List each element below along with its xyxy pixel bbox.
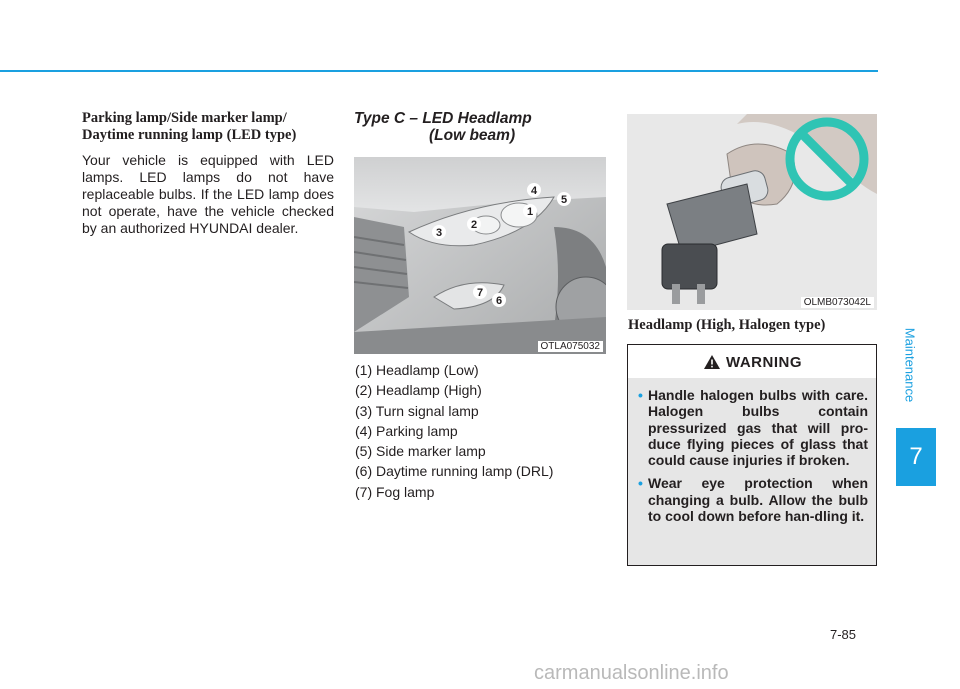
section-label: Maintenance [902, 327, 918, 403]
warning-item: • Wear eye protection when changing a bulb. Allow the bulb to cool down before han-dling it. [638, 475, 868, 524]
list-item: (1) Headlamp (Low) [355, 362, 479, 378]
headlamp-figure [354, 157, 606, 354]
led-type-body: Your vehicle is equipped with LED lamps. LED lamps do not have replaceable bulbs. If the LED lamp does not operate, have the vehicle checked by an authorized HYUNDAI dealer. [82, 152, 334, 236]
warning-item: • Handle halogen bulbs with care. Halogen bulbs contain pressurized gas that will pro-duce flying pieces of glass that could cause injuries if broken. [638, 387, 868, 468]
halogen-bulb-illustration [627, 114, 877, 310]
led-type-section [82, 110, 334, 251]
callout-2: 2 [470, 219, 478, 231]
callout-7: 7 [476, 287, 484, 299]
halogen-heading: Headlamp (High, Halogen type) [628, 317, 826, 333]
list-item: (7) Fog lamp [355, 483, 435, 500]
figure-code-olmb: OLMB073042L [801, 297, 874, 308]
warning-body [628, 378, 876, 565]
list-item: (6) Daytime running lamp (DRL) [355, 463, 554, 480]
chapter-badge: 7 [896, 428, 936, 486]
page-number: 7-85 [830, 627, 857, 642]
warning-box [627, 344, 877, 566]
list-item: (4) Parking lamp [355, 422, 458, 439]
callout-3: 3 [435, 227, 443, 239]
warning-title: WARNING [726, 353, 802, 371]
callout-1: 1 [526, 206, 534, 218]
callout-6: 6 [495, 295, 503, 307]
section-tab [895, 300, 925, 430]
car-front-illustration [354, 157, 606, 354]
callout-5: 5 [560, 194, 568, 206]
led-type-heading: Parking lamp/Side marker lamp/ Daytime running lamp (LED type) [82, 110, 297, 143]
list-item: (5) Side marker lamp [355, 443, 486, 460]
callout-4: 4 [530, 185, 538, 197]
warning-header [688, 351, 818, 373]
halogen-bulb-figure [627, 114, 877, 310]
warning-triangle-icon [704, 355, 720, 369]
header-rule [0, 70, 878, 72]
type-c-heading: Type C – LED Headlamp (Low beam) [354, 110, 532, 144]
type-c-section [354, 110, 606, 144]
lamp-list [355, 360, 607, 502]
list-item: (3) Turn signal lamp [355, 402, 479, 419]
watermark: carmanualsonline.info [534, 662, 729, 684]
list-item: (2) Headlamp (High) [355, 382, 482, 399]
figure-code-otla: OTLA075032 [538, 341, 604, 352]
